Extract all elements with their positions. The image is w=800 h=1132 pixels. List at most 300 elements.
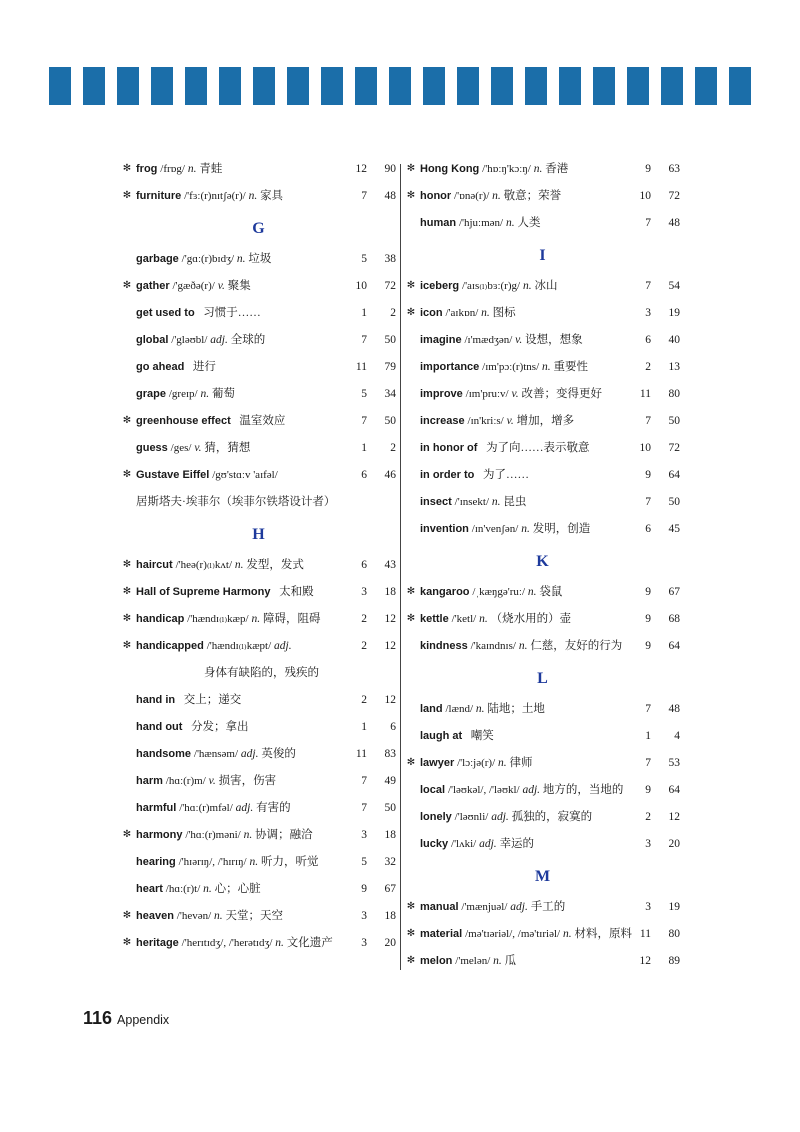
vocab-entry: [405, 922, 680, 946]
entry-gloss: 嘲笑: [470, 730, 494, 742]
entry-text: [420, 463, 529, 487]
entry-word: get used to: [136, 307, 195, 319]
entry-phonetic: /'hænsəm/: [193, 748, 239, 760]
entry-text: [136, 715, 249, 739]
entry-unit: 3: [645, 901, 651, 913]
entry-text: [420, 355, 588, 379]
entry-phonetic: /'gləʊbl/: [171, 334, 208, 346]
entry-text: [136, 607, 320, 631]
entry-text: [420, 607, 571, 631]
banner-block: [321, 67, 343, 105]
entry-pos: v.: [208, 775, 216, 787]
banner-block: [661, 67, 683, 105]
entry-phonetic: /'hɒːŋ'kɔːŋ/: [482, 163, 531, 175]
entry-gloss: 敬意；荣誉: [503, 190, 562, 202]
entry-text: [420, 382, 602, 406]
vocab-entry: [121, 382, 396, 406]
entry-phonetic: /'lɔːjə(r)/: [457, 757, 496, 769]
entry-unit: 3: [645, 307, 651, 319]
star-mark: ✻: [122, 163, 132, 174]
entry-text: [420, 805, 592, 829]
entry-word: grape: [136, 388, 166, 400]
entry-page: 53: [668, 757, 680, 769]
entry-pos: adj.: [522, 784, 541, 796]
star-mark: ✻: [122, 640, 132, 651]
entry-pos: n.: [275, 937, 284, 949]
vocab-entry: [121, 877, 396, 901]
vocab-entry: [405, 949, 680, 973]
star-mark: ✻: [406, 928, 416, 939]
entry-text: [420, 157, 568, 181]
entry-pos: adj.: [210, 334, 228, 346]
star-mark: ✻: [406, 613, 416, 624]
entry-text: [420, 301, 516, 325]
vocab-entry: [121, 688, 396, 712]
entry-pos: n.: [234, 559, 244, 571]
entry-text: [420, 517, 590, 541]
star-mark: ✻: [406, 586, 416, 597]
entry-unit: 2: [645, 811, 651, 823]
entry-page: 63: [668, 163, 680, 175]
entry-word: global: [136, 334, 169, 346]
entry-gloss: 为了向……表示敬意: [486, 442, 590, 454]
vocab-entry: [405, 355, 680, 379]
entry-word: Hong Kong: [420, 163, 480, 175]
entry-phonetic: /hɑː(r)m/: [165, 775, 206, 787]
entry-text: [420, 328, 583, 352]
entry-pos: adj.: [240, 748, 259, 760]
entry-page: 89: [668, 955, 680, 967]
section-letter: K: [536, 553, 549, 570]
entry-text: [136, 742, 296, 766]
entry-page: 18: [384, 910, 396, 922]
entry-text: [420, 580, 562, 604]
entry-text: [420, 697, 545, 721]
star-mark: ✻: [122, 613, 132, 624]
banner-block: [627, 67, 649, 105]
entry-pos: n.: [562, 928, 572, 940]
entry-pos: adj.: [479, 838, 497, 850]
entry-word: imagine: [420, 334, 462, 346]
entry-pos: n.: [200, 388, 210, 400]
entry-word: lonely: [420, 811, 452, 823]
entry-text: [136, 184, 283, 208]
section-letter: L: [537, 670, 548, 687]
entry-phonetic: /lænd/: [445, 703, 474, 715]
entry-page: 20: [668, 838, 680, 850]
entry-text: [420, 751, 533, 775]
entry-word: icon: [420, 307, 443, 319]
vocab-entry: [405, 607, 680, 631]
entry-phonetic: /gʊ'stɑːv 'aɪfəl/: [212, 469, 278, 481]
vocab-entry: [405, 274, 680, 298]
entry-pos: n.: [187, 163, 197, 175]
entry-phonetic: /'lʌki/: [451, 838, 477, 850]
entry-unit: 12: [639, 955, 651, 967]
entry-gloss: 温室效应: [239, 415, 286, 427]
entry-unit: 9: [645, 469, 651, 481]
entry-word: lucky: [420, 838, 449, 850]
entry-text: [136, 850, 319, 874]
star-mark: ✻: [122, 586, 132, 597]
entry-text: [420, 778, 623, 802]
entry-pos: v.: [511, 388, 519, 400]
entry-text: [136, 436, 250, 460]
footer-label: Appendix: [117, 1013, 170, 1027]
entry-phonetic: /ɪm'pɔː(r)tns/: [482, 361, 540, 373]
vocab-entry: [405, 778, 680, 802]
vocab-entry: [121, 769, 396, 793]
entry-page: 18: [384, 829, 396, 841]
entry-pos: n.: [243, 829, 253, 841]
entry-text: [136, 904, 283, 928]
section-letter: H: [252, 526, 265, 543]
banner-block: [525, 67, 547, 105]
entry-gloss: 青蛙: [199, 163, 223, 175]
entry-phonetic: /'hɪərɪŋ/, /'hɪrɪŋ/: [178, 856, 247, 868]
banner-block: [491, 67, 513, 105]
entry-unit: 7: [361, 775, 367, 787]
entry-text: [136, 382, 235, 406]
entry-page: 79: [384, 361, 396, 373]
entry-pos: n.: [492, 190, 501, 202]
section-letter: G: [252, 220, 265, 237]
entry-gloss: 英俊的: [261, 748, 296, 760]
entry-unit: 11: [639, 388, 651, 400]
entry-text: [420, 895, 565, 919]
entry-word: Hall of Supreme Harmony: [136, 586, 271, 598]
banner-block: [389, 67, 411, 105]
star-mark: ✻: [122, 910, 132, 921]
entry-page: 13: [668, 361, 680, 373]
entry-unit: 10: [639, 442, 651, 454]
top-banner: [49, 67, 753, 105]
entry-unit: 5: [361, 388, 367, 400]
entry-unit: 7: [645, 496, 651, 508]
entry-word: heritage: [136, 937, 179, 949]
entry-phonetic: /'aɪs₍ₗ₎bɜː(r)g/: [462, 280, 521, 292]
entry-gloss: 发型，发式: [246, 559, 304, 571]
entry-text: [136, 274, 251, 298]
entry-unit: 3: [361, 910, 367, 922]
entry-text: [420, 274, 557, 298]
entry-phonetic: /'herɪtɪdʒ/, /'herətɪdʒ/: [181, 937, 273, 949]
entry-pos: n.: [522, 280, 532, 292]
entry-page: 50: [384, 415, 396, 427]
vocab-entry: [121, 301, 396, 325]
vocab-entry: [121, 850, 396, 874]
entry-word: handicap: [136, 613, 185, 625]
entry-unit: 3: [361, 937, 367, 949]
entry-text: [420, 409, 574, 433]
entry-page: 50: [384, 334, 396, 346]
entry-word: increase: [420, 415, 465, 427]
vocab-entry: [405, 724, 680, 748]
entry-unit: 7: [361, 415, 367, 427]
banner-block: [117, 67, 139, 105]
entry-text: [420, 922, 632, 946]
entry-text: [136, 823, 313, 847]
vocab-entry: [405, 751, 680, 775]
entry-unit: 12: [355, 163, 367, 175]
entry-phonetic: /hɑː(r)t/: [165, 883, 201, 895]
entry-phonetic: /'ləʊnli/: [454, 811, 489, 823]
section-letter: M: [534, 868, 551, 885]
vocab-entry: [121, 607, 396, 631]
entry-gloss: 香港: [545, 163, 569, 175]
entry-page: 50: [668, 415, 680, 427]
section-letter: I: [539, 247, 546, 264]
entry-gloss: 陆地；土地: [487, 703, 545, 715]
entry-unit: 9: [645, 784, 651, 796]
entry-phonetic: /'ləʊkəl/, /'ləʊkl/: [447, 784, 520, 796]
entry-unit: 2: [361, 640, 367, 652]
entry-page: 72: [668, 442, 680, 454]
continuation-text: 居斯塔夫·埃菲尔（埃菲尔铁塔设计者）: [136, 496, 336, 508]
page-footer: [83, 1008, 169, 1029]
star-mark: ✻: [406, 307, 416, 318]
entry-unit: 2: [361, 694, 367, 706]
banner-block: [151, 67, 173, 105]
vocab-entry: [405, 805, 680, 829]
entry-unit: 7: [361, 334, 367, 346]
entry-word: gather: [136, 280, 170, 292]
entry-word: haircut: [136, 559, 173, 571]
entry-word: lawyer: [420, 757, 455, 769]
vocab-entry: [121, 247, 396, 271]
vocab-entry: [405, 328, 680, 352]
entry-word: improve: [420, 388, 463, 400]
entry-phonetic: /greɪp/: [168, 388, 198, 400]
entry-gloss: 猜，猜想: [204, 442, 251, 454]
entry-unit: 1: [645, 730, 651, 742]
entry-pos: n.: [249, 856, 259, 868]
entry-word: furniture: [136, 190, 182, 202]
entry-phonetic: /'aɪkɒn/: [445, 307, 479, 319]
entry-gloss: 聚集: [227, 280, 251, 292]
entry-word: greenhouse effect: [136, 415, 231, 427]
entry-unit: 3: [645, 838, 651, 850]
entry-text: [136, 463, 278, 487]
entry-gloss: 家具: [260, 190, 284, 202]
entry-word: land: [420, 703, 443, 715]
star-mark: ✻: [406, 757, 416, 768]
entry-text: [420, 211, 540, 235]
entry-word: harmony: [136, 829, 183, 841]
entry-gloss: 律师: [509, 757, 533, 769]
entry-pos: n.: [248, 190, 258, 202]
vocab-entry: [405, 634, 680, 658]
entry-unit: 9: [361, 883, 367, 895]
entry-page: 50: [668, 496, 680, 508]
entry-continuation: [121, 490, 396, 514]
vocab-entry: [121, 715, 396, 739]
entry-gloss: 重要性: [553, 361, 589, 373]
banner-block: [355, 67, 377, 105]
entry-page: 72: [384, 280, 396, 292]
entry-pos: v.: [515, 334, 523, 346]
entry-unit: 2: [645, 361, 651, 373]
entry-page: 67: [668, 586, 680, 598]
vocab-entry: [121, 184, 396, 208]
entry-pos: n.: [518, 640, 528, 652]
entry-unit: 11: [355, 361, 367, 373]
entry-page: 64: [668, 640, 680, 652]
entry-word: handsome: [136, 748, 192, 760]
vocab-entry: [121, 274, 396, 298]
entry-text: [420, 436, 590, 460]
vocab-entry: [121, 904, 396, 928]
entry-text: [136, 355, 216, 379]
vocab-entry: [405, 697, 680, 721]
vocab-entry: [405, 184, 680, 208]
entry-word: guess: [136, 442, 168, 454]
entry-word: in honor of: [420, 442, 478, 454]
entry-gloss: 手工的: [530, 901, 566, 913]
entry-pos: n.: [505, 217, 515, 229]
entry-word: invention: [420, 523, 469, 535]
entry-page: 68: [668, 613, 680, 625]
entry-text: [136, 796, 291, 820]
entry-gloss: 图标: [492, 307, 516, 319]
entry-text: [136, 634, 292, 658]
entry-unit: 7: [645, 415, 651, 427]
entry-gloss: 袋鼠: [539, 586, 563, 598]
entry-gloss: 幸运的: [499, 838, 535, 850]
entry-word: insect: [420, 496, 452, 508]
entry-phonetic: /'fɜː(r)nɪtʃə(r)/: [184, 190, 246, 202]
vocab-entry: [405, 580, 680, 604]
entry-pos: v.: [506, 415, 514, 427]
vocab-entry: [121, 742, 396, 766]
entry-gloss: 分发；拿出: [191, 721, 249, 733]
entry-word: kettle: [420, 613, 449, 625]
banner-block: [49, 67, 71, 105]
entry-phonetic: /'melən/: [455, 955, 491, 967]
entry-phonetic: /ges/: [170, 442, 192, 454]
entry-word: frog: [136, 163, 158, 175]
entry-text: [420, 832, 534, 856]
vocab-entry: [121, 157, 396, 181]
entry-gloss: 有害的: [256, 802, 291, 814]
star-mark: ✻: [122, 937, 132, 948]
entry-page: 12: [384, 694, 396, 706]
star-mark: ✻: [406, 955, 416, 966]
entry-unit: 7: [361, 802, 367, 814]
entry-unit: 1: [361, 721, 367, 733]
entry-word: hand out: [136, 721, 183, 733]
entry-unit: 10: [639, 190, 651, 202]
star-mark: ✻: [406, 190, 416, 201]
entry-gloss: 为了……: [483, 469, 530, 481]
entry-phonetic: /'ɪnsekt/: [454, 496, 490, 508]
entry-page: 45: [668, 523, 680, 535]
entry-page: 72: [668, 190, 680, 202]
entry-phonetic: /ɪn'kriːs/: [467, 415, 504, 427]
entry-pos: n.: [236, 253, 246, 265]
entry-page: 12: [384, 613, 396, 625]
vocab-entry: [121, 355, 396, 379]
vocab-entry: [121, 463, 396, 487]
banner-block: [253, 67, 275, 105]
vocab-entry: [405, 517, 680, 541]
entry-gloss: （烧水用的）壶: [490, 613, 572, 625]
entry-text: [136, 688, 241, 712]
entry-page: 19: [668, 901, 680, 913]
entry-word: heart: [136, 883, 163, 895]
vocab-entry: [121, 409, 396, 433]
entry-word: local: [420, 784, 446, 796]
entry-page: 80: [668, 388, 680, 400]
entry-pos: adj.: [235, 802, 254, 814]
entry-unit: 2: [361, 613, 367, 625]
entry-page: 2: [390, 307, 396, 319]
vocab-entry: [405, 211, 680, 235]
entry-pos: n.: [479, 613, 488, 625]
entry-gloss: 全球的: [230, 334, 266, 346]
entry-phonetic: /'hændɪ₍ₗ₎kæpt/: [206, 640, 272, 652]
entry-phonetic: /'hɑː(r)mfəl/: [179, 802, 233, 814]
star-mark: ✻: [122, 280, 132, 291]
banner-block: [287, 67, 309, 105]
entry-page: 20: [384, 937, 396, 949]
entry-pos: n.: [542, 361, 551, 373]
entry-unit: 5: [361, 856, 367, 868]
vocab-entry: [405, 832, 680, 856]
banner-block: [185, 67, 207, 105]
entry-phonetic: /'ɒnə(r)/: [454, 190, 490, 202]
entry-page: 12: [384, 640, 396, 652]
entry-unit: 6: [361, 469, 367, 481]
entry-pos: v.: [194, 442, 202, 454]
entry-word: material: [420, 928, 463, 940]
entry-page: 48: [668, 217, 680, 229]
entry-unit: 7: [645, 703, 651, 715]
entry-pos: n.: [475, 703, 485, 715]
entry-pos: adj.: [274, 640, 292, 652]
entry-pos: n.: [527, 586, 537, 598]
entry-word: in order to: [420, 469, 475, 481]
entry-pos: n.: [491, 496, 501, 508]
entry-phonetic: /mə'tɪəriəl/, /mə'tɪriəl/: [465, 928, 561, 940]
vocab-entry: [405, 490, 680, 514]
vocab-entry: [121, 580, 396, 604]
entry-page: 80: [668, 928, 680, 940]
vocab-entry: [405, 409, 680, 433]
star-mark: ✻: [122, 190, 132, 201]
entry-unit: 9: [645, 586, 651, 598]
entry-gloss: 发明，创造: [532, 523, 591, 535]
entry-gloss: 地方的，当地的: [542, 784, 624, 796]
vocab-entry: [121, 553, 396, 577]
entry-word: handicapped: [136, 640, 204, 652]
vocab-entry: [121, 436, 396, 460]
entry-word: honor: [420, 190, 452, 202]
entry-pos: n.: [251, 613, 261, 625]
entry-word: hearing: [136, 856, 176, 868]
vocab-entry: [121, 823, 396, 847]
entry-phonetic: /'kaɪndnɪs/: [470, 640, 516, 652]
entry-phonetic: /'ketl/: [451, 613, 477, 625]
entry-page: 18: [384, 586, 396, 598]
entry-unit: 5: [361, 253, 367, 265]
entry-page: 19: [668, 307, 680, 319]
vocab-entry: [121, 931, 396, 955]
entry-word: harm: [136, 775, 163, 787]
entry-page: 40: [668, 334, 680, 346]
entry-gloss: 文化遗产: [286, 937, 333, 949]
banner-block: [457, 67, 479, 105]
